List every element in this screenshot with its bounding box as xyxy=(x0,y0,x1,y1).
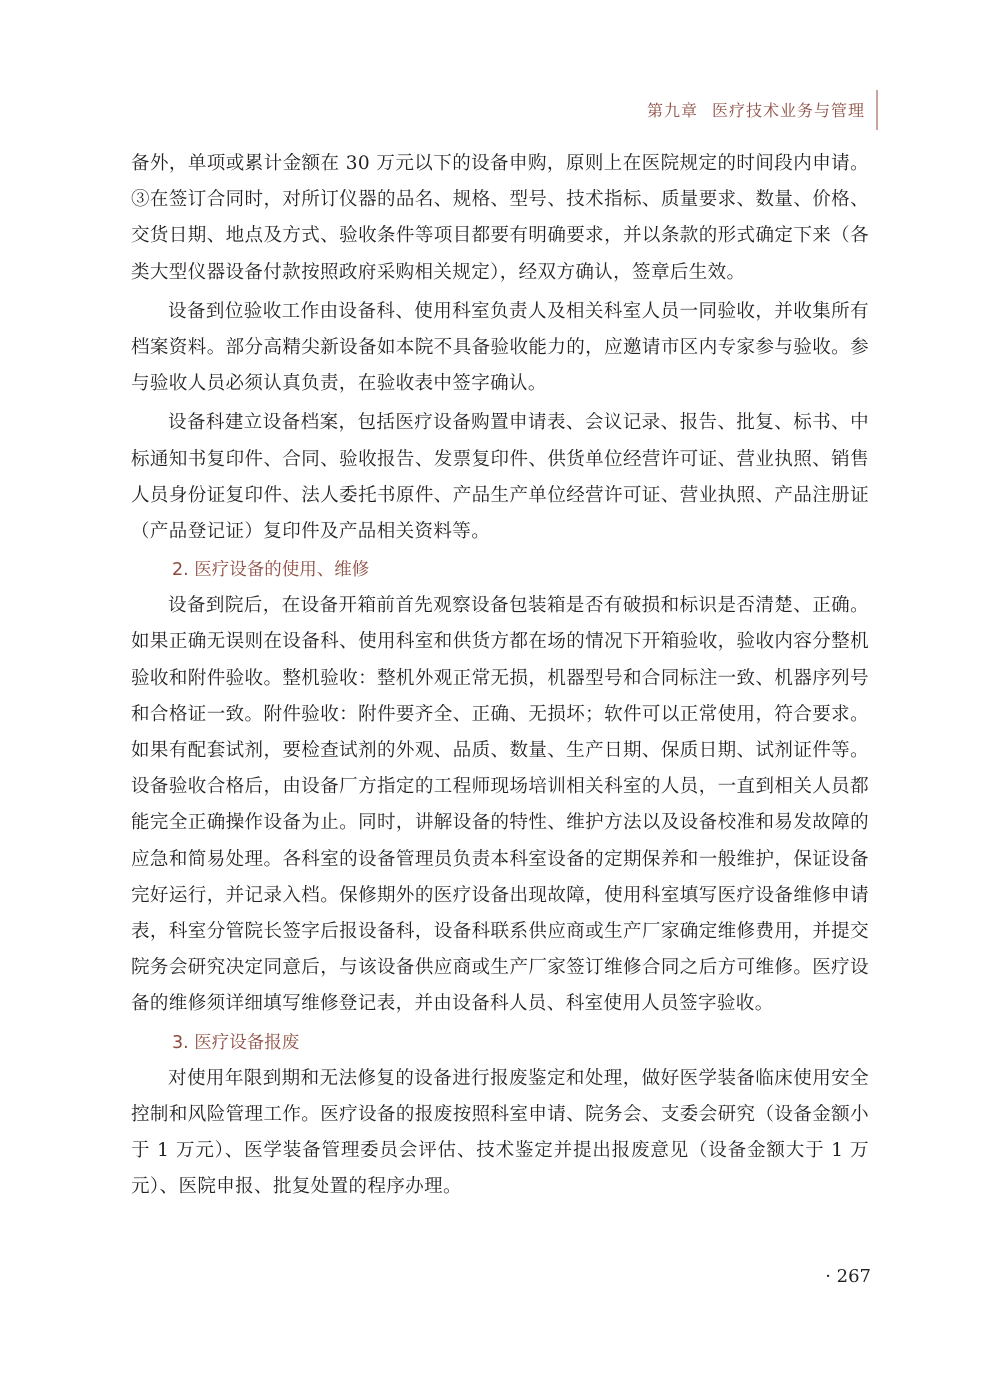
header-divider xyxy=(876,90,878,130)
section-heading-scrap: 3. 医疗设备报废 xyxy=(172,1032,300,1053)
page-number: · 267 xyxy=(825,1266,871,1287)
chapter-title: 医疗技术业务与管理 xyxy=(711,101,865,120)
paragraph-scrap: 对使用年限到期和无法修复的设备进行报废鉴定和处理，做好医学装备临床使用安全控制和风险管理工作。医疗设备的报废按照科室申请、院务会、支委会研究（设备金额小于 1 万元）、医学装备管理委员会评估、技术鉴定并提出报废意见（设备金额大于 1 万元）、医院申报、批复处置的程序办理。 xyxy=(131,1067,869,1198)
paragraph-archives: 设备科建立设备档案，包括医疗设备购置申请表、会议记录、报告、批复、标书、中标通知书复印件、合同、验收报告、发票复印件、供货单位经营许可证、营业执照、销售人员身份证复印件、法人委托书原件、产品生产单位经营许可证、营业执照、产品注册证（产品登记证）复印件及产品相关资料等。 xyxy=(131,412,869,543)
paragraph-use-repair: 设备到院后，在设备开箱前首先观察设备包装箱是否有破损和标识是否清楚、正确。如果正确无误则在设备科、使用科室和供货方都在场的情况下开箱验收，验收内容分整机验收和附件验收。整机验收：整机外观正常无损，机器型号和合同标注一致、机器序列号和合格证一致。附件验收：附件要齐全、正确、无损坏；软件可以正常使用，符合要求。如果有配套试剂，要检查试剂的外观、品质、数量、生产日期、保质日期、试剂证件等。设备验收合格后，由设备厂方指定的工程师现场培训相关科室的人员，一直到相关人员都能完全正确操作设备为止。同时，讲解设备的特性、维护方法以及设备校准和易发故障的应急和简易处理。各科室的设备管理员负责本科室设备的定期保养和一般维护，保证设备完好运行，并记录入档。保修期外的医疗设备出现故障，使用科室填写医疗设备维修申请表，科室分管院长签字后报设备科，设备科联系供应商或生产厂家确定维修费用，并提交院务会研究决定同意后，与该设备供应商或生产厂家签订维修合同之后方可维修。医疗设备的维修须详细填写维修登记表，并由设备科人员、科室使用人员签字验收。 xyxy=(131,595,869,1015)
page-body xyxy=(131,146,869,1205)
paragraph-continued: 备外，单项或累计金额在 30 万元以下的设备申购，原则上在医院规定的时间段内申请。③在签订合同时，对所订仪器的品名、规格、型号、技术指标、质量要求、数量、价格、交货日期、地点及方式、验收条件等项目都要有明确要求，并以条款的形式确定下来（各类大型仪器设备付款按照政府采购相关规定），经双方确认，签章后生效。 xyxy=(131,153,869,283)
chapter-label: 第九章 xyxy=(646,101,698,120)
paragraph-acceptance: 设备到位验收工作由设备科、使用科室负责人及相关科室人员一同验收，并收集所有档案资料。部分高精尖新设备如本院不具备验收能力的，应邀请市区内专家参与验收。参与验收人员必须认真负责，在验收表中签字确认。 xyxy=(131,300,869,395)
section-heading-use-repair: 2. 医疗设备的使用、维修 xyxy=(172,560,370,581)
running-header xyxy=(647,96,865,126)
